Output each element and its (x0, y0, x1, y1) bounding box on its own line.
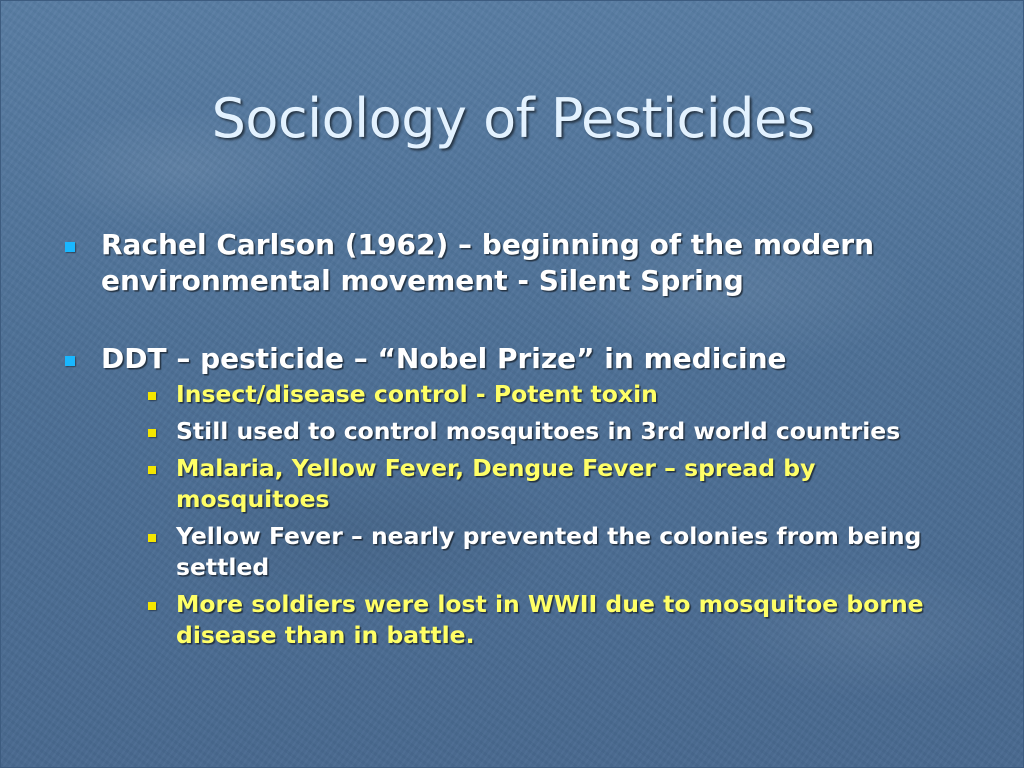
bullet-text: Rachel Carlson (1962) – beginning of the modern environmental movement - Silent Spring (101, 228, 875, 297)
square-bullet-icon (65, 242, 75, 252)
bullet-ddt (61, 341, 961, 377)
bullet-rachel-carlson (61, 227, 961, 299)
ddt-sub-bullets (61, 379, 961, 651)
square-bullet-icon (148, 429, 156, 437)
square-bullet-icon (148, 602, 156, 610)
sub-bullet-text: Yellow Fever – nearly prevented the colonies from being settled (176, 522, 922, 581)
bullet-text: DDT – pesticide – “Nobel Prize” in medicine (101, 342, 787, 375)
square-bullet-icon (148, 466, 156, 474)
sub-bullet-text: Still used to control mosquitoes in 3rd world countries (176, 417, 901, 445)
sub-bullet-still-used (146, 416, 961, 447)
sub-bullet-text: More soldiers were lost in WWII due to mosquitoe borne disease than in battle. (176, 590, 924, 649)
sub-bullet-text: Insect/disease control - Potent toxin (176, 380, 658, 408)
sub-bullet-wwii (146, 589, 961, 651)
sub-bullet-text: Malaria, Yellow Fever, Dengue Fever – spread by mosquitoes (176, 454, 816, 513)
sub-bullet-yellow-fever (146, 521, 961, 583)
slide-body (61, 227, 961, 657)
square-bullet-icon (148, 534, 156, 542)
slide-title: Sociology of Pesticides (211, 87, 815, 150)
sub-bullet-insect-control (146, 379, 961, 410)
sub-bullet-malaria (146, 453, 961, 515)
square-bullet-icon (148, 392, 156, 400)
square-bullet-icon (65, 356, 75, 366)
